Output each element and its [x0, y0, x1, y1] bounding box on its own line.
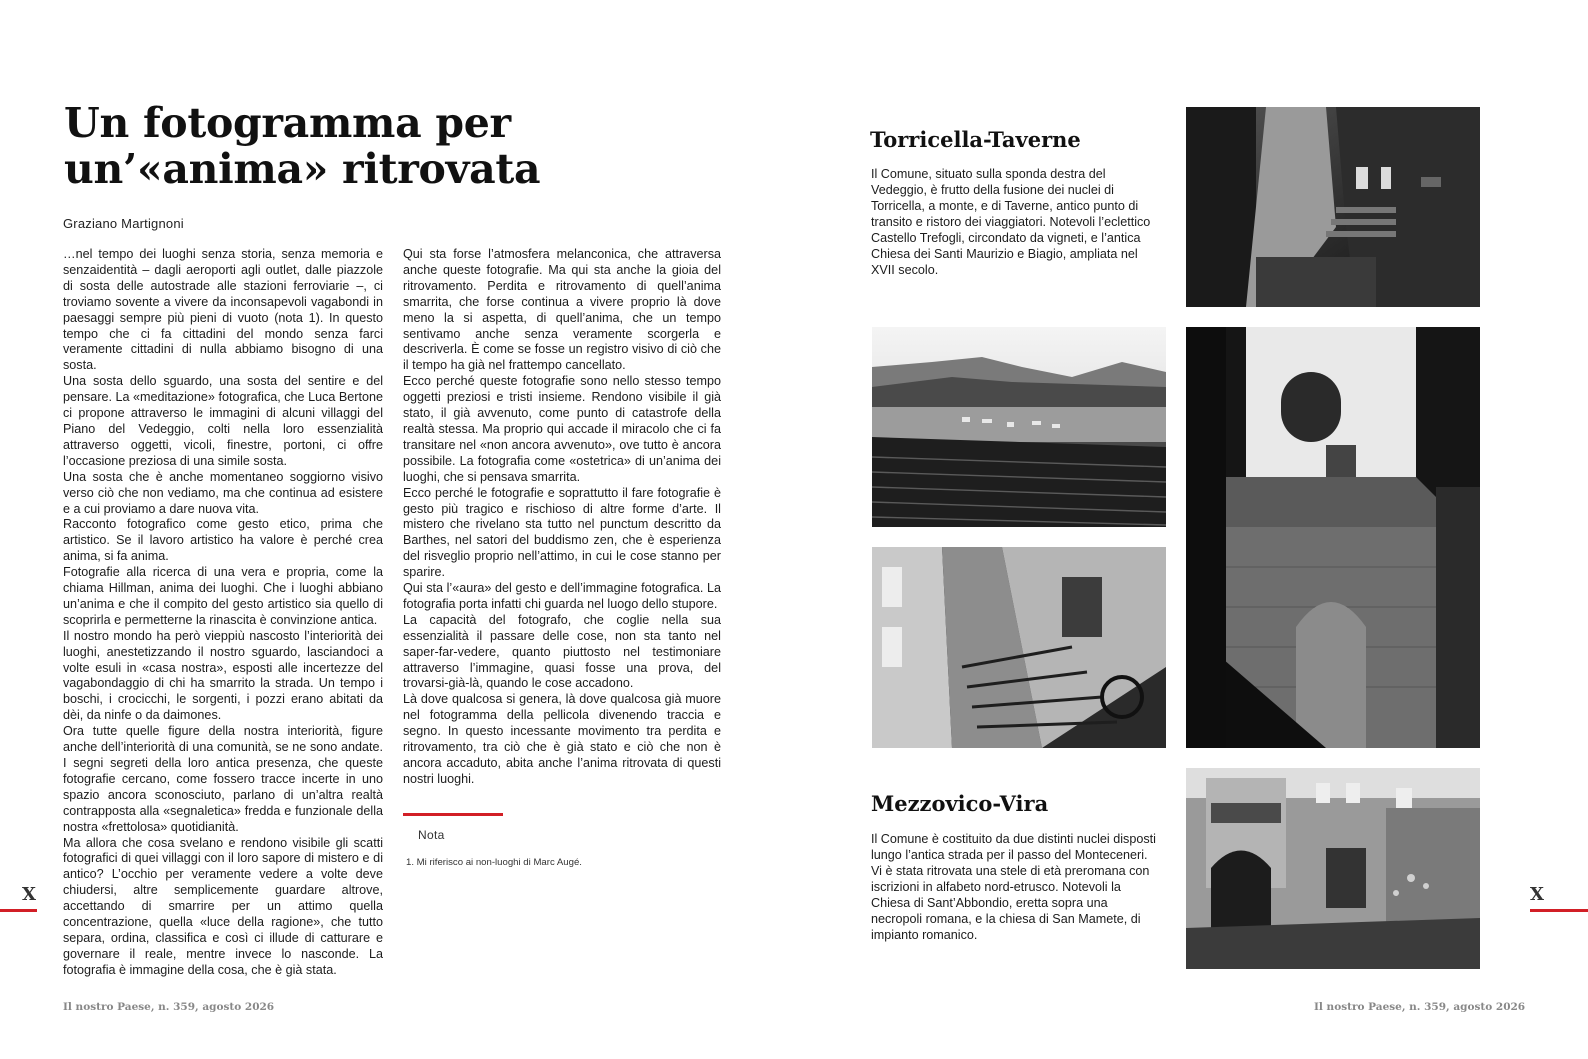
title-line-2: un’«anima» ritrovata [64, 145, 541, 193]
paragraph: Ecco perché queste fotografie sono nello stesso tempo oggetti preziosi e tristi insieme. Rendono visibile il già stato, il già avvenuto, come punto di catastrofe della realtà stessa. Ma proprio qui accade il miracolo che ci fa transitare nel «non ancora avvenuto», ove tutto è ancora possibile. La fotografia come «ostetrica» di un’anima dei luoghi, che si pensava smarrita. [403, 374, 721, 484]
footer-right: Il nostro Paese, n. 359, agosto 2026 [1314, 1001, 1526, 1013]
section-title-mezzovico: Mezzovico-Vira [871, 791, 1049, 816]
photo-village-courtyard [1186, 768, 1480, 969]
photo-arch-house [1186, 327, 1480, 748]
paragraph: Qui sta forse l’atmosfera melanconica, che attraversa anche queste fotografie. Ma qui sta anche la gioia del ritrovamento. Perdita e ritrovamento di quell’anima smarrita, che forse continua a vivere proprio là dove meno la si aspetta, di quell’anima, che un tempo sentivamo anche senza veramente scorgerla e descriverla. È come se fosse un registro visivo di ciò che il tempo ha già nel frattempo cancellato. [403, 247, 721, 373]
paragraph: Una sosta che è anche momentaneo soggiorno visivo verso ciò che non vediamo, ma che continua ad esistere e a cui proviamo a dare nuova vita. [63, 469, 383, 516]
paragraph: …nel tempo dei luoghi senza storia, senza memoria e senzaidentità – dagli aeroporti agli outlet, dalle piazzole di sosta delle autostrade alle stazioni ferroviarie –, ci troviamo sovente a vivere da inconsapevoli vagabondi in paesaggi sempre più pieni di vuoto (nota 1). In questo tempo che ci fa cittadini del mondo senza farci veramente cittadini di nulla abbiamo bisogno di una sosta. [63, 247, 383, 373]
paragraph: Una sosta dello sguardo, una sosta del sentire e del pensare. La «meditazione» fotografica, che Luca Bertone ci propone attraverso le immagini di alcuni villaggi del Piano del Vedeggio, colti nella loro essenzialità attraverso oggetti, vicoli, finestre, portoni, ci offre l’occasione preziosa di una simile sosta. [63, 374, 383, 468]
notes-divider [403, 813, 503, 816]
page-marker-right: X [1530, 884, 1544, 905]
article-column-1 [63, 247, 383, 979]
title-line-1: Un fotogramma per [64, 99, 511, 147]
footer-left: Il nostro Paese, n. 359, agosto 2026 [63, 1001, 275, 1013]
paragraph: Fotografie alla ricerca di una vera e propria, come la chiama Hillman, anima dei luoghi. Che i luoghi abbiano un’anima e che il compito del gesto artistico sia quello di scoprirla e permetterne la rinascita è convinzione antica. [63, 565, 383, 627]
article-column-2 [403, 247, 721, 788]
paragraph: Ecco perché le fotografie e soprattutto il fare fotografie è gesto più tragico e rischioso di altre forme d’arte. Il mistero che rivelano sta tutto nel punctum descritto da Barthes, nel satori del buddismo zen, che è esperienza del risveglio proprio nell’attimo, in cui le cose stanno per sparire. [403, 485, 721, 580]
photo-stepped-lane [872, 547, 1166, 748]
footnote: 1. Mi riferisco ai non-luoghi di Marc Augé. [406, 857, 582, 868]
paragraph: Qui sta l’«aura» del gesto e dell’immagine fotografica. La fotografia porta infatti chi guarda nel luogo dello stupore. [403, 581, 721, 611]
paragraph: Ora tutte quelle figure della nostra interiorità, figure anche dell’interiorità di una comunità, se ne sono andate. I segni segreti della loro antica presenza, che queste fotografie cercano, come fossero tracce incerte in uno spazio ancora sconosciuto, parlano di un’altra realtà contrapposta alla «segnaletica» fredda e funzionale della nostra «frettolosa» quotidianità. [63, 724, 383, 834]
page-marker-right-line [1530, 909, 1588, 912]
page-marker-left: X [22, 884, 36, 905]
section-text-mezzovico: Il Comune è costituito da due distinti nuclei disposti lungo l’antica strada per il passo del Monteceneri. Vi è stata ritrovata una stele di età preromana con iscrizioni in alfabeto nord-etrusco. Notevoli la Chiesa di Sant’Abbondio, eretta sopra una necropoli romana, e la chiesa di San Mamete, di impianto romanico. [871, 832, 1156, 942]
paragraph: Ma allora che cosa svelano e rendono visibile gli scatti fotografici di quei villaggi con il loro sapore di mistero e di antico? L’occhio per veramente vedere a volte deve chiudersi, altre semplicemente guardare altrove, accettando di smarrire per un attimo quella concentrazione, quella «luce della ragione», che tutto separa, ordina, classifica e così ci illude di catturare e governare il reale, mentre invece lo nasconde. La fotografia è immagine della cosa, che è già stata. [63, 835, 383, 977]
photo-alley-stairs [1186, 107, 1480, 307]
notes-title: Nota [418, 828, 445, 842]
paragraph: Il nostro mondo ha però vieppiù nascosto l’interiorità dei luoghi, anestetizzando il nostro sguardo, lasciandoci a volte esuli in «casa nostra», esposti alle incertezze del vagabondaggio di chi ha smarrito la strada. Un tempo i boschi, i crocicchi, le sorgenti, i pozzi erano abitati da dèi, da ninfe o da daimones. [63, 628, 383, 723]
section-title-torricella: Torricella-Taverne [870, 127, 1081, 152]
author-name: Graziano Martignoni [63, 216, 184, 231]
paragraph: La capacità del fotografo, che coglie nella sua essenzialità il passare delle cose, non sta tanto nel saper-far-vedere, quanto piuttosto nel testimoniare attraverso l’immagine, quasi fosse una prova, del trovarsi-già-là, quando le cose accadono. [403, 612, 721, 691]
page-marker-left-line [0, 909, 37, 912]
article-title [64, 100, 624, 192]
photo-village-panorama [872, 327, 1166, 527]
section-text-torricella: Il Comune, situato sulla sponda destra del Vedeggio, è frutto della fusione dei nuclei di Torricella, a monte, e di Taverne, antico punto di transito e ristoro dei viaggiatori. Notevoli l’eclettico Castello Trefogli, circondato da vigneti, e l’antica Chiesa dei Santi Maurizio e Biagio, ampliata nel XVII secolo. [871, 167, 1151, 277]
paragraph: Là dove qualcosa si genera, là dove qualcosa già muore nel fotogramma della pellicola divenendo traccia e segno. In questo incessante movimento tra perdita e ritrovamento, tra ciò che è già stato e ciò che non è ancora accaduto, abita anche l’anima ritrovata di questi nostri luoghi. [403, 692, 721, 786]
paragraph: Racconto fotografico come gesto etico, prima che artistico. Se il lavoro artistico ha valore è perché crea anima, si fa anima. [63, 517, 383, 564]
